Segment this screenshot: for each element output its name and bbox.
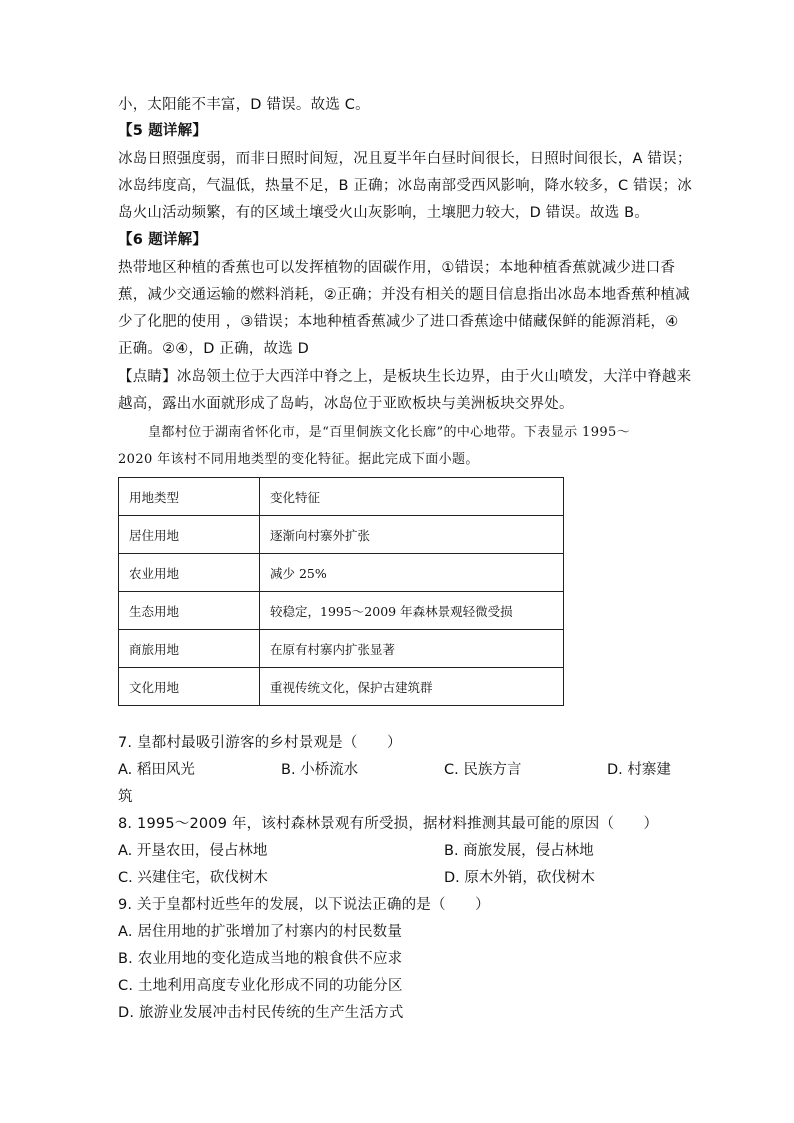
- table-row: [119, 516, 564, 554]
- material-text-line: 皇都村位于湖南省怀化市，是“百里侗族文化长廊”的中心地带。下表显示 1995～: [148, 425, 631, 440]
- q8-option-d: D. 原木外销，砍伐树木: [444, 870, 595, 886]
- table-cell: 较稳定，1995～2009 年森林景观轻微受损: [260, 592, 564, 630]
- answer-text-line: 正确。②④，D 正确，故选 D: [118, 341, 310, 357]
- material-text-line: 2020 年该村不同用地类型的变化特征。据此完成下面小题。: [118, 452, 479, 467]
- section-heading-q6: 【6 题详解】: [118, 232, 208, 248]
- answer-text-line: 岛火山活动频繁，有的区域土壤受火山灰影响，土壤肥力较大，D 错误。故选 B。: [118, 205, 649, 221]
- question-7-stem: 7. 皇都村最吸引游客的乡村景观是（ ）: [118, 735, 402, 751]
- table-cell: 生态用地: [119, 592, 260, 630]
- answer-text-line: 热带地区种植的香蕉也可以发挥植物的固碳作用，①错误；本地种植香蕉就减少进口香: [118, 260, 676, 276]
- q9-option-b: B. 农业用地的变化造成当地的粮食供不应求: [118, 951, 403, 967]
- q7-option-d-continued: 筑: [118, 789, 133, 805]
- table-cell: 商旅用地: [119, 630, 260, 668]
- table-header-cell: 变化特征: [260, 478, 564, 516]
- answer-text-line: 蕉，减少交通运输的燃料消耗，②正确；并没有相关的题目信息指出冰岛本地香蕉种植减: [118, 287, 690, 303]
- tip-text-line: 【点睛】冰岛领土位于大西洋中脊之上，是板块生长边界，由于火山喷发，大洋中脊越来: [118, 369, 692, 385]
- q8-option-c: C. 兴建住宅，砍伐树木: [118, 870, 268, 886]
- q7-option-c: C. 民族方言: [444, 762, 522, 778]
- q7-option-a: A. 稻田风光: [118, 762, 195, 778]
- table-row: [119, 630, 564, 668]
- table-row: [119, 592, 564, 630]
- table-cell: 文化用地: [119, 668, 260, 706]
- table-cell: 减少 25%: [260, 554, 564, 592]
- table-cell: 农业用地: [119, 554, 260, 592]
- answer-text-line: 少了化肥的使用 ，③错误；本地种植香蕉减少了进口香蕉途中储藏保鲜的能源消耗，④: [118, 314, 679, 330]
- table-header-cell: 用地类型: [119, 478, 260, 516]
- table-cell: 居住用地: [119, 516, 260, 554]
- table-cell: 逐渐向村寨外扩张: [260, 516, 564, 554]
- q7-option-b: B. 小桥流水: [281, 762, 359, 778]
- table-row: [119, 668, 564, 706]
- q9-option-c: C. 土地利用高度专业化形成不同的功能分区: [118, 978, 403, 994]
- question-9-stem: 9. 关于皇都村近些年的发展，以下说法正确的是（ ）: [118, 897, 490, 913]
- q8-option-a: A. 开垦农田，侵占林地: [118, 843, 268, 859]
- q9-option-a: A. 居住用地的扩张增加了村寨内的村民数量: [118, 924, 403, 940]
- q8-option-b: B. 商旅发展，侵占林地: [444, 843, 594, 859]
- land-use-table: [118, 477, 564, 706]
- table-row: [119, 554, 564, 592]
- q9-option-d: D. 旅游业发展冲击村民传统的生产生活方式: [118, 1005, 404, 1021]
- table-header-row: [119, 478, 564, 516]
- question-8-stem: 8. 1995～2009 年，该村森林景观有所受损，据材料推测其最可能的原因（ ）: [118, 816, 659, 832]
- table-cell: 在原有村寨内扩张显著: [260, 630, 564, 668]
- table-cell: 重视传统文化，保护古建筑群: [260, 668, 564, 706]
- answer-text-line: 冰岛日照强度弱，而非日照时间短，况且夏半年白昼时间很长，日照时间很长，A 错误；: [118, 151, 692, 167]
- tip-text-line: 越高，露出水面就形成了岛屿，冰岛位于亚欧板块与美洲板块交界处。: [118, 396, 574, 412]
- section-heading-q5: 【5 题详解】: [118, 123, 208, 139]
- q7-option-d: D. 村寨建: [607, 762, 671, 778]
- answer-text-line: 小，太阳能不丰富，D 错误。故选 C。: [118, 97, 370, 113]
- answer-text-line: 冰岛纬度高，气温低，热量不足，B 正确；冰岛南部受西风影响，降水较多，C 错误；冰: [118, 178, 692, 194]
